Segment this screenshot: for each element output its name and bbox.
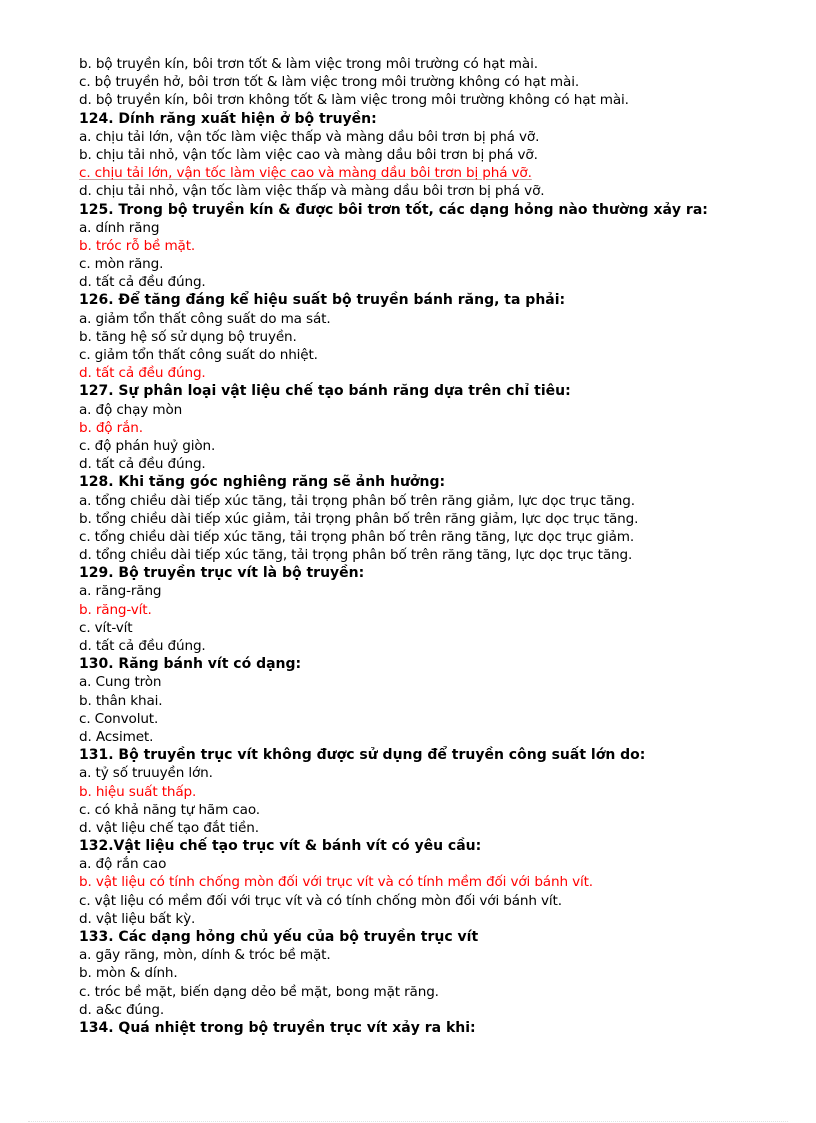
- answer-option: a. dính răng: [79, 219, 160, 236]
- question-heading: 124. Dính răng xuất hiện ở bộ truyền:: [79, 110, 377, 127]
- answer-option-correct: b. vật liệu có tính chống mòn đối với trục vít và có tính mềm đối với bánh vít.: [79, 874, 593, 891]
- answer-option: d. vật liệu chế tạo đắt tiền.: [79, 819, 259, 836]
- answer-option: b. mòn & dính.: [79, 965, 178, 982]
- question-heading: 125. Trong bộ truyền kín & được bôi trơn tốt, các dạng hỏng nào thường xảy ra:: [79, 201, 708, 218]
- answer-option: c. mòn răng.: [79, 256, 164, 273]
- question-heading: 130. Răng bánh vít có dạng:: [79, 656, 302, 673]
- document-page: [79, 55, 779, 1037]
- question-heading: 134. Quá nhiệt trong bộ truyền trục vít xảy ra khi:: [79, 1019, 476, 1036]
- question-heading: 131. Bộ truyền trục vít không được sử dụng để truyền công suất lớn do:: [79, 747, 646, 764]
- answer-option: c. giảm tổn thất công suất do nhiệt.: [79, 347, 318, 363]
- question-heading: 127. Sự phân loại vật liệu chế tạo bánh răng dựa trên chỉ tiêu:: [79, 383, 571, 400]
- question-heading: 126. Để tăng đáng kể hiệu suất bộ truyền bánh răng, ta phải:: [79, 292, 566, 309]
- answer-option: a. Cung tròn: [79, 674, 162, 691]
- answer-option: b. tăng hệ số sử dụng bộ truyền.: [79, 328, 297, 345]
- answer-option: c. tróc bề mặt, biến dạng dẻo bề mặt, bong mặt răng.: [79, 983, 439, 1000]
- answer-option: c. tổng chiều dài tiếp xúc tăng, tải trọng phân bố trên răng tăng, lực dọc trục giảm.: [79, 528, 635, 545]
- answer-option: d. Acsimet.: [79, 728, 154, 745]
- answer-option: d. tất cả đều đúng.: [79, 274, 206, 291]
- answer-option: c. độ phán huỷ giòn.: [79, 437, 216, 454]
- answer-option-correct: b. tróc rỗ bề mặt.: [79, 237, 196, 254]
- answer-option: d. tất cả đều đúng.: [79, 638, 206, 654]
- answer-option: a. gãy răng, mòn, dính & tróc bề mặt.: [79, 947, 331, 964]
- answer-option: c. có khả năng tự hãm cao.: [79, 801, 260, 818]
- answer-option: d. vật liệu bất kỳ.: [79, 910, 196, 927]
- answer-option: c. vít-vít: [79, 619, 133, 636]
- answer-option: a. răng-răng: [79, 583, 162, 600]
- answer-option: c. Convolut.: [79, 710, 159, 727]
- answer-option: c. vật liệu có mềm đối với trục vít và có tính chống mòn đối với bánh vít.: [79, 892, 562, 909]
- answer-option: b. thân khai.: [79, 692, 163, 709]
- answer-option: a. giảm tổn thất công suất do ma sát.: [79, 310, 331, 327]
- answer-option: d. tất cả đều đúng.: [79, 456, 206, 473]
- answer-option: d. a&c đúng.: [79, 1001, 165, 1018]
- answer-option: a. độ rắn cao: [79, 856, 167, 873]
- answer-option: b. bộ truyền kín, bôi trơn tốt & làm việc trong môi trường có hạt mài.: [79, 56, 538, 72]
- question-heading: 132.Vật liệu chế tạo trục vít & bánh vít có yêu cầu:: [79, 838, 482, 855]
- page-footer-divider: [28, 1121, 788, 1122]
- question-heading: 128. Khi tăng góc nghiêng răng sẽ ảnh hưởng:: [79, 474, 446, 491]
- answer-option-correct: b. độ rắn.: [79, 419, 143, 436]
- answer-option: d. tổng chiều dài tiếp xúc tăng, tải trọng phân bố trên răng tăng, lực dọc trục tăng.: [79, 547, 633, 564]
- answer-option-correct: d. tất cả đều đúng.: [79, 365, 206, 382]
- answer-option: a. chịu tải lớn, vận tốc làm việc thấp và màng dầu bôi trơn bị phá vỡ.: [79, 128, 540, 145]
- answer-option-correct: c. chịu tải lớn, vận tốc làm việc cao và màng dầu bôi trơn bị phá vỡ.: [79, 165, 532, 182]
- answer-option: a. tỷ số truuyền lớn.: [79, 765, 213, 782]
- answer-option: b. tổng chiều dài tiếp xúc giảm, tải trọng phân bố trên răng giảm, lực dọc trục tăng.: [79, 510, 639, 527]
- answer-option: d. bộ truyền kín, bôi trơn không tốt & làm việc trong môi trường không có hạt mài.: [79, 92, 629, 109]
- answer-option-correct: b. răng-vít.: [79, 601, 152, 618]
- question-heading: 133. Các dạng hỏng chủ yếu của bộ truyền trục vít: [79, 929, 479, 945]
- answer-option: a. tổng chiều dài tiếp xúc tăng, tải trọng phân bố trên răng giảm, lực dọc trục tăng.: [79, 492, 635, 509]
- answer-option: c. bộ truyền hở, bôi trơn tốt & làm việc trong môi trường không có hạt mài.: [79, 74, 579, 91]
- answer-option: a. độ chạy mòn: [79, 401, 183, 418]
- question-heading: 129. Bộ truyền trục vít là bộ truyền:: [79, 565, 365, 582]
- answer-option: d. chịu tải nhỏ, vận tốc làm việc thấp và màng dầu bôi trơn bị phá vỡ.: [79, 183, 545, 200]
- answer-option-correct: b. hiệu suất thấp.: [79, 783, 197, 800]
- answer-option: b. chịu tải nhỏ, vận tốc làm việc cao và màng dầu bôi trơn bị phá vỡ.: [79, 146, 538, 163]
